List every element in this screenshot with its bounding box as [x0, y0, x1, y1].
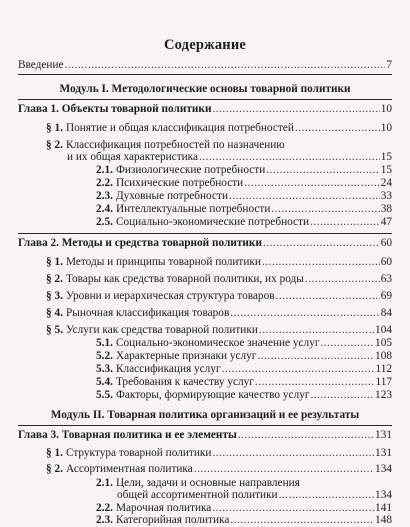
toc-page-number: 117	[375, 376, 392, 388]
toc-number: § 3.	[46, 290, 63, 302]
toc-chapter	[18, 237, 392, 250]
toc-label: Товары как средства товарной политики, их роды	[65, 273, 304, 285]
divider	[18, 425, 392, 426]
leader-dots	[263, 237, 380, 250]
divider	[18, 233, 392, 234]
toc-number: 5.4.	[96, 376, 113, 388]
leader-dots	[259, 324, 374, 337]
leader-dots	[262, 256, 380, 269]
toc-number: § 5.	[46, 324, 63, 336]
toc-page-number: 15	[380, 151, 392, 163]
toc-label: Марочная политика	[115, 502, 212, 514]
leader-dots	[229, 190, 380, 203]
toc-label: Социально-экономическое значение услуг	[115, 337, 320, 349]
toc-page-number: 104	[375, 324, 392, 336]
toc-label: Классификация услуг	[115, 363, 221, 375]
toc-section	[46, 256, 392, 269]
toc-section	[46, 273, 392, 286]
toc-page-number: 33	[380, 190, 392, 202]
toc-subsection	[96, 164, 392, 177]
toc-section	[46, 290, 392, 303]
leader-dots	[310, 389, 374, 402]
module-heading: Модуль II. Товарная политика организаций и ее результаты	[50, 409, 360, 421]
toc-number: § 1.	[46, 447, 63, 459]
toc-page-number: 60	[380, 256, 392, 268]
toc-page-number: 131	[375, 429, 392, 441]
page-title: Содержание	[163, 37, 247, 53]
toc-number: 2.4.	[96, 203, 113, 215]
toc-page-number: 63	[380, 273, 392, 285]
toc-chapter	[18, 429, 392, 442]
toc-label: Методы и принципы товарной политики	[65, 256, 261, 268]
toc-label: Требования к качеству услуг	[115, 376, 254, 388]
toc-intro	[18, 59, 392, 72]
toc-page-number: 47	[380, 216, 392, 228]
toc-page-number: 38	[380, 203, 392, 215]
leader-dots	[65, 59, 386, 72]
divider	[18, 74, 392, 75]
toc-number: 2.1.	[96, 477, 113, 489]
toc-section-continued	[67, 151, 392, 164]
toc-page-number: 123	[375, 389, 392, 401]
toc-label: Рыночная классификация товаров	[65, 307, 230, 319]
toc-label: общей ассортиментной политики	[117, 489, 278, 501]
toc-label: Понятие и общая классификация потребностей	[65, 122, 294, 134]
leader-dots	[266, 164, 379, 177]
toc-section	[46, 463, 392, 476]
toc-page-number: 15	[380, 164, 392, 176]
leader-dots	[212, 447, 374, 460]
toc-label: Цели, задачи и основные направления	[115, 477, 300, 489]
module-heading: Модуль I. Методологические основы товарной политики	[59, 83, 351, 95]
toc-section	[46, 447, 392, 460]
toc-subsection	[96, 350, 392, 363]
toc-subsection-continued	[117, 489, 392, 502]
leader-dots	[199, 151, 380, 164]
toc-page-number: 112	[375, 363, 392, 375]
toc-label: Факторы, формирующие качество услуг	[115, 389, 310, 401]
toc-subsection	[96, 363, 392, 376]
toc-label: Ассортиментная политика	[65, 463, 193, 475]
toc-number: 2.3.	[96, 190, 113, 202]
toc-label: Категорийная политика	[115, 514, 230, 526]
toc-number: 5.5.	[96, 389, 113, 401]
leader-dots	[276, 290, 380, 303]
leader-dots	[238, 429, 374, 442]
leader-dots	[222, 363, 375, 376]
toc-number: 5.3.	[96, 363, 113, 375]
toc-label: Классификация потребностей по назначению	[65, 139, 285, 151]
leader-dots	[257, 350, 374, 363]
toc-page-number: 60	[380, 237, 392, 249]
toc-number: § 1.	[46, 256, 63, 268]
toc-section	[46, 122, 392, 135]
toc-section	[46, 324, 392, 337]
toc-subsection	[96, 203, 392, 216]
toc-page-number: 10	[380, 122, 392, 134]
leader-dots	[255, 376, 375, 389]
leader-dots	[212, 103, 379, 116]
leader-dots	[295, 122, 380, 135]
toc-subsection	[96, 216, 392, 229]
toc-subsection	[96, 177, 392, 190]
toc-number: 2.5.	[96, 216, 113, 228]
toc-label: Глава 3. Товарная политика и ее элементы	[18, 429, 237, 441]
toc-page-number: 141	[375, 502, 392, 514]
leader-dots	[230, 514, 374, 527]
toc-label: Введение	[18, 59, 64, 71]
leader-dots	[279, 489, 374, 502]
toc-number: 2.1.	[96, 164, 113, 176]
leader-dots	[271, 203, 379, 216]
toc-subsection	[96, 376, 392, 389]
toc-label: Глава 2. Методы и средства товарной политики	[18, 237, 262, 249]
toc-page-number: 105	[375, 337, 392, 349]
toc-label: Интеллектуальные потребности	[115, 203, 271, 215]
toc-page-number: 24	[380, 177, 392, 189]
toc-number: 2.2.	[96, 177, 113, 189]
toc-subsection	[96, 514, 392, 527]
toc-label: Структура товарной политики	[65, 447, 212, 459]
toc-number: § 2.	[46, 139, 63, 151]
toc-label: Уровни и иерархическая структура товаров	[65, 290, 275, 302]
toc-subsection	[96, 337, 392, 350]
toc-label: Глава 1. Объекты товарной политики	[18, 103, 212, 115]
toc-page-number: 7	[386, 59, 392, 71]
toc-subsection	[96, 190, 392, 203]
toc-label: Духовные потребности	[115, 190, 228, 202]
toc-page-number: 148	[375, 514, 392, 526]
toc-number: § 2.	[46, 463, 63, 475]
toc-label: Характерные признаки услуг	[115, 350, 257, 362]
toc-subsection	[96, 389, 392, 402]
leader-dots	[320, 337, 374, 350]
toc-chapter	[18, 103, 392, 116]
leader-dots	[310, 216, 380, 229]
toc-number: 5.2.	[96, 350, 113, 362]
toc-page-number: 131	[375, 447, 392, 459]
toc-label: Услуги как средства товарной политики	[65, 324, 258, 336]
leader-dots	[244, 177, 379, 190]
divider	[18, 99, 392, 100]
toc-number: § 2.	[46, 273, 63, 285]
toc-page-number: 134	[375, 463, 392, 475]
toc-label: Социально-экономические потребности	[115, 216, 310, 228]
leader-dots	[305, 273, 380, 286]
toc-number: 2.2.	[96, 502, 113, 514]
leader-dots	[194, 463, 374, 476]
toc-label: и их общая характеристика	[67, 151, 199, 163]
toc-page-number: 134	[375, 489, 392, 501]
toc-number: § 1.	[46, 122, 63, 134]
toc-label: Физиологические потребности	[115, 164, 266, 176]
toc-page-number: 108	[375, 350, 392, 362]
toc-label: Психические потребности	[115, 177, 244, 189]
toc-page-number: 84	[380, 307, 392, 319]
leader-dots	[230, 307, 379, 320]
toc-number: § 4.	[46, 307, 63, 319]
toc-page-number: 10	[380, 103, 392, 115]
toc-page-number: 69	[380, 290, 392, 302]
toc-number: 2.3.	[96, 514, 113, 526]
toc-section	[46, 307, 392, 320]
toc-number: 5.1.	[96, 337, 113, 349]
